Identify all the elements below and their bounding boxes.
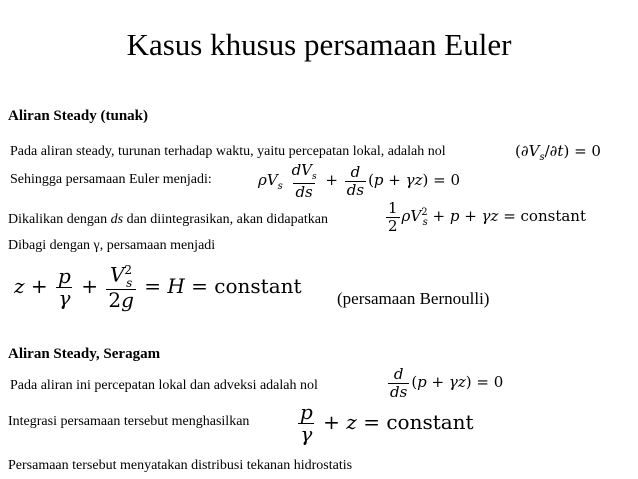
text-euler-becomes: Sehingga persamaan Euler menjadi:	[10, 172, 212, 187]
section-heading-steady: Aliran Steady (tunak)	[8, 108, 149, 124]
equation-euler-steady: $\rho V_s$ $\frac{dV_s}{ds}$ + $\frac{d}{ds}$ (p + γz) = 0	[258, 161, 461, 201]
text-local-acceleration: Pada aliran steady, turunan terhadap waktu, yaitu percepatan lokal, adalah nol	[10, 144, 446, 159]
equation-local-acceleration: $(\partial V_s/\partial t) = 0$	[515, 142, 601, 163]
eq-zero-1: = 0	[574, 142, 601, 160]
text-hydrostatic-distribution: Persamaan tersebut menyatakan distribusi tekanan hidrostatis	[8, 458, 353, 473]
equation-hydrostatic: $\frac{p}{\gamma}$ + z = constant	[300, 400, 474, 446]
slide-title: Kasus khusus persamaan Euler	[126, 27, 512, 62]
text-integrate-prefix: Dikalikan dengan	[8, 212, 111, 227]
eq-H: H	[167, 274, 185, 299]
text-integrate	[8, 212, 328, 228]
section-heading-uniform: Aliran Steady, Seragam	[8, 346, 161, 362]
text-integration-result: Integrasi persamaan tersebut menghasilkan	[8, 414, 250, 429]
text-integrate-var: ds	[110, 212, 124, 227]
eq-zero-2: = 0	[433, 171, 461, 190]
eq-constant-3: constant	[386, 410, 474, 434]
eq-constant-1: constant	[520, 207, 586, 225]
equation-hydrostatic-derivative: $\frac{d}{ds}$ (p + γz) = 0	[390, 365, 504, 401]
text-integrate-suffix: dan diintegrasikan, akan didapatkan	[123, 212, 328, 227]
eq-constant-2: constant	[214, 274, 302, 299]
equation-integrated: $\frac{1}{2}$ $\rho V^2_s + p + \gamma z$ = constant	[388, 199, 586, 235]
bernoulli-label: (persamaan Bernoulli)	[337, 289, 490, 308]
eq-zero-3: = 0	[476, 373, 504, 391]
equation-bernoulli: z + $\frac{p}{\gamma}$ + $\frac{V^2_s}{2g}$ = H = constant	[14, 262, 302, 313]
text-divide-gamma: Dibagi dengan γ, persamaan menjadi	[8, 238, 216, 253]
text-zero-acceleration: Pada aliran ini percepatan lokal dan adveksi adalah nol	[10, 378, 318, 393]
